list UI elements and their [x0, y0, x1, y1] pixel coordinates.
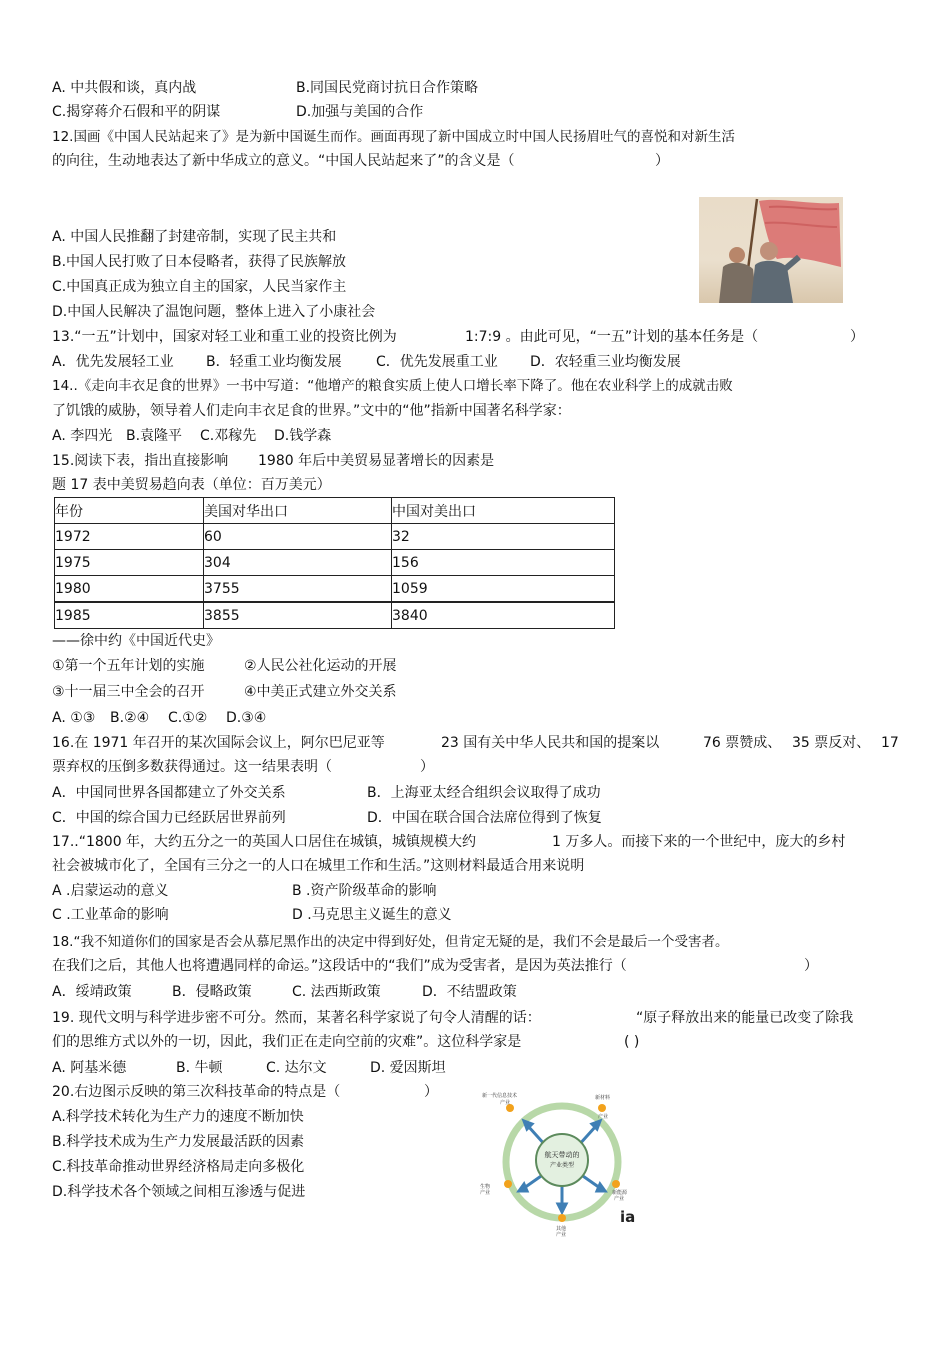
q20-stem-text: 20.右边图示反映的第三次科技革命的特点是（ [52, 1084, 341, 1100]
node-bottom-sublabel: 产业 [556, 1232, 567, 1238]
q16-answer-paren: ） [420, 759, 434, 775]
q13-answer-paren: ） [850, 329, 864, 345]
q13-stem [52, 328, 912, 346]
q16-options-row-1 [52, 784, 752, 802]
node-top-left-sublabel: 产业 [500, 1100, 511, 1106]
q19-option-b: B. 牛顿 [176, 1060, 223, 1076]
table-row [55, 602, 615, 629]
q15-item-4: ④中美正式建立外交关系 [244, 684, 397, 700]
q19-option-a: A. 阿基米德 [52, 1060, 127, 1076]
q15-item-1: ①第一个五年计划的实施 [52, 658, 205, 674]
q15-option-c: C.①② [168, 710, 208, 726]
node-bottom-label: 其他 [556, 1226, 567, 1232]
q14-option-c: C.邓稼先 [200, 428, 257, 444]
table-header-cell: 年份 [55, 498, 204, 524]
q20-stem [52, 1083, 472, 1101]
q20-answer-paren: ） [424, 1084, 438, 1100]
q12-answer-paren: ） [655, 153, 669, 169]
q16-option-b: B．上海亚太经合组织会议取得了成功 [367, 785, 601, 801]
table-cell: 1985 [55, 602, 204, 629]
q17-options-row-2 [52, 906, 752, 924]
q16-option-c: C．中国的综合国力已经跃居世界前列 [52, 810, 286, 826]
q18-option-c: C. 法西斯政策 [292, 984, 381, 1000]
q18-option-a: A．绥靖政策 [52, 984, 132, 1000]
q19-stem-line-2 [52, 1033, 752, 1051]
q19-option-c: C. 达尔文 [266, 1060, 327, 1076]
q11-options-row-1 [52, 79, 852, 97]
q16-stem-part-4: 35 票反对、 [792, 735, 871, 751]
q17-option-b: B .资产阶级革命的影响 [292, 883, 437, 899]
q13-options [52, 353, 852, 371]
q15-option-b: B.②④ [110, 710, 150, 726]
node-left-label: 生物 [480, 1184, 491, 1190]
q12-stem-line-2 [52, 152, 852, 170]
table-row [55, 550, 615, 576]
q14-stem-line-1: 14..《走向丰衣足食的世界》一书中写道：“他增产的粮食实质上使人口增长率下降了。他在农业科学上的成就击败 [52, 378, 733, 394]
q17-option-c: C .工业革命的影响 [52, 907, 169, 923]
table-header-cell: 美国对华出口 [204, 498, 392, 524]
q14-option-d: D.钱学森 [274, 428, 332, 444]
q17-option-a: A .启蒙运动的意义 [52, 883, 169, 899]
q11-option-b: B.同国民党商讨抗日合作策略 [296, 80, 479, 96]
q18-option-d: D．不结盟政策 [422, 984, 517, 1000]
q12-stem-line-1: 12.国画《中国人民站起来了》是为新中国诞生而作。画面再现了新中国成立时中国人民扬眉吐气的喜悦和对新生活 [52, 129, 735, 145]
q17-stem-part-2: 1 万多人。而接下来的一个世纪中，庞大的乡村 [552, 834, 846, 850]
q15-table-caption: 题 17 表中美贸易趋向表（单位：百万美元） [52, 477, 331, 493]
node-top-left-label: 新一代信息技术 [482, 1093, 518, 1099]
q17-stem-line-1 [52, 833, 912, 851]
table-row [55, 524, 615, 550]
q11-option-d: D.加强与美国的合作 [296, 104, 424, 120]
q15-stem [52, 452, 652, 470]
q11-option-a: A. 中共假和谈，真内战 [52, 80, 197, 96]
q15-stem-part-1: 15.阅读下表，指出直接影响 [52, 453, 229, 469]
diagram-center-label-1: 航天带动的 [544, 1151, 580, 1159]
table-cell: 1972 [55, 524, 204, 550]
q12-option-b: B.中国人民打败了日本侵略者，获得了民族解放 [52, 254, 347, 270]
q19-stem-line-1 [52, 1009, 912, 1027]
q14-option-a: A. 李四光 [52, 428, 113, 444]
q16-stem-line-2 [52, 758, 552, 776]
table-cell: 1059 [392, 576, 615, 603]
q19-stem-text: 们的思维方式以外的一切，因此，我们正在走向空前的灾难”。这位科学家是 [52, 1034, 522, 1050]
q18-stem-line-1: 18.“我不知道你们的国家是否会从慕尼黑作出的决定中得到好处，但肯定无疑的是，我们不会是最后一个受害者。 [52, 934, 729, 950]
q13-option-d: D．农轻重三业均衡发展 [530, 354, 681, 370]
node-right-label: 新能源 [612, 1190, 628, 1196]
table-cell: 304 [204, 550, 392, 576]
q16-options-row-2 [52, 809, 752, 827]
table-cell: 3855 [204, 602, 392, 629]
q13-option-b: B．轻重工业均衡发展 [206, 354, 342, 370]
q16-stem-part-5: 17 [881, 735, 899, 751]
q16-option-d: D．中国在联合国合法席位得到了恢复 [367, 810, 602, 826]
node-right [612, 1180, 620, 1188]
q19-options [52, 1059, 552, 1077]
node-top-right-label: 新材料 [595, 1095, 611, 1101]
table-cell: 3840 [392, 602, 615, 629]
trade-table [54, 497, 615, 629]
q19-stem-part-2: “原子释放出来的能量已改变了除我 [636, 1010, 854, 1026]
q12-option-a: A. 中国人民推翻了封建帝制，实现了民主共和 [52, 229, 337, 245]
q17-options-row-1 [52, 882, 752, 900]
diagram-center-label-2: 产业类型 [549, 1162, 575, 1169]
q12-option-c: C.中国真正成为独立自主的国家，人民当家作主 [52, 279, 347, 295]
q11-option-c: C.揭穿蒋介石假和平的阴谋 [52, 104, 221, 120]
q20-option-b: B.科学技术成为生产力发展最活跃的因素 [52, 1134, 305, 1150]
q15-item-2: ②人民公社化运动的开展 [244, 658, 397, 674]
q16-option-a: A．中国同世界各国都建立了外交关系 [52, 785, 286, 801]
q16-stem-part-1: 16.在 1971 年召开的某次国际会议上，阿尔巴尼亚等 [52, 735, 385, 751]
q20-option-a: A.科学技术转化为生产力的速度不断加快 [52, 1109, 304, 1125]
q15-source: ——徐中约《中国近代史》 [52, 633, 220, 649]
q18-stem-line-2 [52, 957, 852, 975]
table-cell: 3755 [204, 576, 392, 603]
q20-option-d: D.科学技术各个领域之间相互渗透与促进 [52, 1184, 306, 1200]
node-top-right [598, 1104, 606, 1112]
q13-option-a: A．优先发展轻工业 [52, 354, 174, 370]
diagram-center-hub [536, 1134, 588, 1186]
table-row [55, 576, 615, 603]
q17-stem-line-2: 社会被城市化了，全国有三分之一的人口在城里工作和生活。”这则材料最适合用来说明 [52, 858, 585, 874]
q19-option-d: D. 爱因斯坦 [370, 1060, 446, 1076]
table-cell: 60 [204, 524, 392, 550]
painting-china-people-stand-up [699, 197, 843, 303]
q11-options-row-2 [52, 103, 852, 121]
q14-option-b: B.袁隆平 [126, 428, 183, 444]
node-right-sublabel: 产业 [614, 1196, 625, 1202]
q15-item-3: ③十一届三中全会的召开 [52, 684, 205, 700]
q17-option-d: D .马克思主义诞生的意义 [292, 907, 452, 923]
table-header-row [55, 498, 615, 524]
q12-stem-text: 的向往，生动地表达了新中华成立的意义。“中国人民站起来了”的含义是（ [52, 153, 515, 169]
q19-answer-paren: ( ) [624, 1034, 640, 1050]
q18-stem-text: 在我们之后，其他人也将遭遇同样的命运。”这段话中的“我们”成为受害者，是因为英法推行（ [52, 958, 627, 974]
q15-options [52, 709, 452, 727]
q15-items-row-1 [52, 657, 552, 675]
node-bottom [558, 1214, 566, 1222]
industry-diagram [470, 1088, 660, 1240]
q15-items-row-2 [52, 683, 552, 701]
q19-stem-part-1: 19. 现代文明与科学进步密不可分。然而，某著名科学家说了句令人清醒的话： [52, 1010, 541, 1026]
q18-answer-paren: ） [804, 958, 818, 974]
q15-option-a: A. ①③ [52, 710, 96, 726]
q12-option-d: D.中国人民解决了温饱问题，整体上进入了小康社会 [52, 304, 376, 320]
table-header-cell: 中国对美出口 [392, 498, 615, 524]
table-cell: 1980 [55, 576, 204, 603]
q13-stem-part-2: 1:7:9 。由此可见，“一五”计划的基本任务是（ [465, 329, 759, 345]
diagram-corner-mark: ia [620, 1208, 636, 1226]
q20-option-c: C.科技革命推动世界经济格局走向多极化 [52, 1159, 305, 1175]
q18-option-b: B．侵略政策 [172, 984, 252, 1000]
node-top-right-sublabel: 产业 [598, 1114, 609, 1120]
node-left-sublabel: 产业 [480, 1190, 491, 1196]
q16-stem-line-1 [52, 734, 902, 752]
q13-stem-part-1: 13.“一五”计划中，国家对轻工业和重工业的投资比例为 [52, 329, 397, 345]
q18-options [52, 983, 652, 1001]
q16-stem-part-3: 76 票赞成、 [703, 735, 782, 751]
q14-options [52, 427, 452, 445]
table-cell: 32 [392, 524, 615, 550]
q17-stem-part-1: 17..“1800 年，大约五分之一的英国人口居住在城镇，城镇规模大约 [52, 834, 477, 850]
painting-illustration-icon [699, 197, 843, 303]
q13-option-c: C．优先发展重工业 [376, 354, 498, 370]
table-cell: 156 [392, 550, 615, 576]
q16-stem-part-2: 23 国有关中华人民共和国的提案以 [441, 735, 660, 751]
node-left [504, 1180, 512, 1188]
q16-stem-text: 票弃权的压倒多数获得通过。这一结果表明（ [52, 759, 332, 775]
table-cell: 1975 [55, 550, 204, 576]
q15-stem-part-2: 1980 年后中美贸易显著增长的因素是 [258, 453, 495, 469]
q14-stem-line-2: 了饥饿的威胁，领导着人们走向丰衣足食的世界。”文中的“他”指新中国著名科学家： [52, 403, 571, 419]
q15-option-d: D.③④ [226, 710, 267, 726]
